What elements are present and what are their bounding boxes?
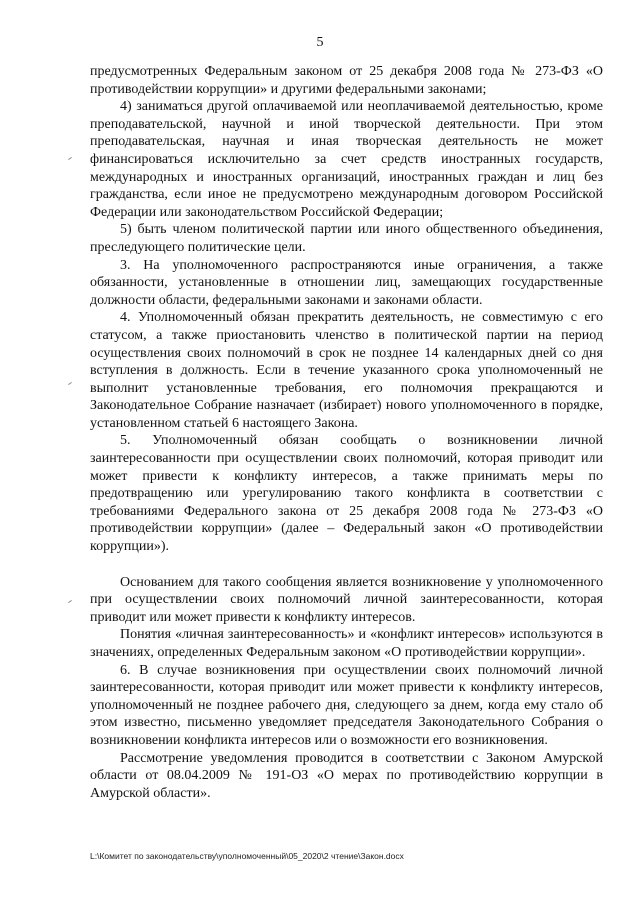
document-body xyxy=(90,63,603,802)
page-number: 5 xyxy=(316,35,324,50)
margin-mark xyxy=(68,600,72,603)
paragraph-item-5: 5) быть членом политической партии или иного общественного объединения, преследующего политические цели. xyxy=(90,222,603,255)
paragraph-grounds: Основанием для такого сообщения является возникновение у уполномоченного при осуществлении своих полномочий личной заинтересованности, которая приводит или может привести к конфликту интересов. xyxy=(90,574,603,625)
paragraph-clause-6: 6. В случае возникновения при осуществлении своих полномочий личной заинтересованности, которая приводит или может привести к конфликту интересов, уполномоченный не позднее рабочего дня, следующего за днем, когда ему стало об этом известно, письменно уведомляет председателя Законодательного Собрания о возникновении конфликта интересов или о возможности его возникновения. xyxy=(90,662,603,748)
file-path-footer: L:\Комитет по законодательству\уполномоченный\05_2020\2 чтение\Закон.docx xyxy=(90,851,404,861)
paragraph-clause-5: 5. Уполномоченный обязан сообщать о возникновении личной заинтересованности при осуществлении своих полномочий, которая приводит или может привести к конфликту интересов, а также принимать меры по предотвращению или урегулированию такого конфликта в соответствии с требованиями Федерального закона от 25 декабря 2008 года № 273-ФЗ «О противодействии коррупции» (далее – Федеральный закон «О противодействии коррупции»). xyxy=(90,433,603,555)
paragraph-review: Рассмотрение уведомления проводится в соответствии с Законом Амурской области от 08.04.2009 № 191-ОЗ «О мерах по противодействию коррупции в Амурской области». xyxy=(90,750,603,801)
margin-mark xyxy=(68,382,72,385)
paragraph-item-4: 4) заниматься другой оплачиваемой или неоплачиваемой деятельностью, кроме преподавательской, научной и иной творческой деятельности. При этом преподавательская, научная и иная творческая деятельность не может финансироваться исключительно за счет средств иностранных государств, международных и иностранных организаций, иностранных граждан и лиц без гражданства, если иное не предусмотрено международным договором Российской Федерации или законодательством Российской Федерации; xyxy=(90,99,603,220)
margin-mark xyxy=(68,157,72,160)
paragraph-clause-3: 3. На уполномоченного распространяются иные ограничения, а также обязанности, установленные в отношении лиц, замещающих государственные должности области, федеральными законами и законами области. xyxy=(90,257,603,308)
paragraph-definitions: Понятия «личная заинтересованность» и «конфликт интересов» используются в значениях, определенных Федеральным законом «О противодействии коррупции». xyxy=(90,627,603,660)
paragraph-clause-4: 4. Уполномоченный обязан прекратить деятельность, не совместимую с его статусом, а также приостановить членство в политической партии на период осуществления своих полномочий в срок не позднее 14 календарных дней со дня вступления в должность. Если в течение указанного срока уполномоченный не выполнит установленные требования, его полномочия прекращаются и Законодательное Собрание назначает (избирает) нового уполномоченного в порядке, установленном статьей 6 настоящего Закона. xyxy=(90,310,603,431)
paragraph-continuation: предусмотренных Федеральным законом от 25 декабря 2008 года № 273-ФЗ «О противодействии коррупции» и другими федеральными законами; xyxy=(90,64,603,97)
